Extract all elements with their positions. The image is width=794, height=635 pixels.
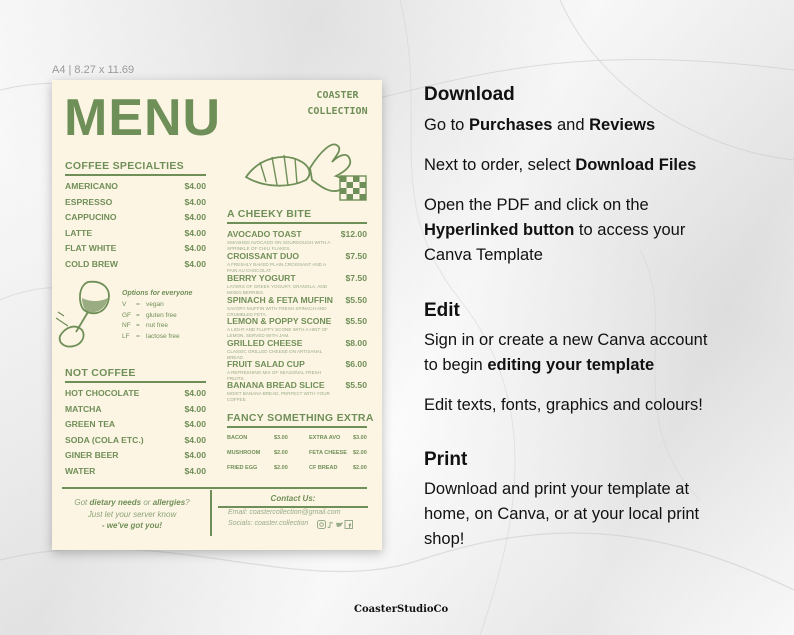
coffee-specialties-title: COFFEE SPECIALTIES [65,160,184,172]
edit-step-2: Edit texts, fonts, graphics and colours! [424,396,703,414]
download-step-3: Open the PDF and click on the Hyperlinked button to access your Canva Template [424,196,686,264]
extra-item-price: $2.00 [353,450,367,456]
extra-item-name: MUSHROOM [227,450,261,456]
coffee-item: ESPRESSO $4.00 [65,196,206,207]
option-row: V = vegan [122,301,164,308]
bite-item: BERRY YOGURT $7.50 LAYERS OF GREEK YOGURT, GRANOLA, AND MIXED BERRIES. [227,273,367,295]
bite-item: BANANA BREAD SLICE $5.50 MOIST BANANA BREAD, PERFECT WITH YOUR COFFEE. [227,380,367,402]
dietary-note: Got dietary needs or allergies? Just let your server know - we've got you! [74,498,190,530]
croissant-hand-illustration [240,132,370,212]
option-row: LF = lactose free [122,332,180,340]
cheeky-bite-title: A CHEEKY BITE [227,208,312,220]
not-coffee-title: NOT COFFEE [65,367,136,379]
footer-divider [210,490,212,536]
menu-title: MENU [64,89,222,147]
download-step-1: Go to Purchases and Reviews [424,116,656,134]
bite-item: LEMON & POPPY SCONE $5.50 A LIGHT AND FLUFFY SCONE WITH A HINT OF LEMON, SERVED WITH JAM. [227,316,367,338]
not-coffee-rule [65,381,206,383]
not-coffee-item: GINER BEER $4.00 [65,450,206,460]
bite-item: GRILLED CHEESE $8.00 CLASSIC GRILLED CHEESE ON ARTISANAL BREAD. [227,338,367,360]
extra-item-name: EXTRA AVO [309,435,341,441]
bite-item: FRUIT SALAD CUP $6.00 A REFRESHING MIX OF SEASONAL FRESH FRUITS. [227,359,367,381]
extras-title: FANCY SOMETHING EXTRA [227,412,374,424]
options-title: Options for everyone [122,290,193,297]
extra-item-price: $2.00 [274,450,288,456]
not-coffee-item: SODA (COLA ETC.) $4.00 [65,434,206,445]
coffee-item: FLAT WHITE $4.00 [65,243,206,253]
extra-item-price: $3.00 [274,435,288,441]
footer-brand: CoasterStudioCo [354,604,449,615]
edit-step-1: Sign in or create a new Canva account to begin editing your template [424,331,708,374]
option-row: GF = gluten free [122,311,177,319]
contact-email: Email: coastercollection@gmail.com [228,509,341,516]
extra-item-name: CF BREAD [309,465,338,471]
brand-line-1: COASTER [316,90,359,101]
download-heading: Download [424,84,515,105]
not-coffee-item: WATER $4.00 [65,465,206,476]
wine-glass-illustration [54,276,120,356]
social-icons [317,520,353,529]
coffee-item: AMERICANO $4.00 [65,181,206,191]
footer-rule [62,487,367,489]
brand-line-2: COLLECTION [307,106,368,117]
extra-item-name: FETA CHEESE [309,450,347,456]
contact-rule [218,506,368,508]
extra-item-name: FRIED EGG [227,465,258,471]
not-coffee-item: MATCHA $4.00 [65,403,206,414]
extra-item-name: BACON [227,435,248,441]
coffee-item: COLD BREW $4.00 [65,258,206,269]
option-row: NF = nut free [122,322,169,329]
extras-rule [227,426,367,428]
print-step-1: Download and print your template at home, on Canva, or at your local print shop! [424,480,700,548]
bite-item: SPINACH & FETA MUFFIN $5.50 SAVORY MUFFIN WITH FRESH SPINACH AND CRUMBLED FETA. [227,295,367,317]
contact-title: Contact Us: [270,494,316,503]
bite-item: CROISSANT DUO $7.50 A FRESHLY BAKED PLAIN CROISSANT AND A PAIN AU CHOCOLAT. [227,251,367,273]
menu-template-preview [52,80,382,550]
download-step-2: Next to order, select Download Files [424,156,697,174]
extra-item-price: $2.00 [274,465,288,471]
edit-heading: Edit [424,300,460,321]
extra-item-price: $3.00 [353,435,367,441]
brand-logo [300,88,375,120]
dietary-options [122,290,222,342]
not-coffee-item: HOT CHOCOLATE $4.00 [65,388,206,398]
print-heading: Print [424,449,468,470]
not-coffee-item: GREEN TEA $4.00 [65,419,206,429]
coffee-item: LATTE $4.00 [65,227,206,238]
coffee-rule [65,174,206,176]
cheeky-bite-rule [227,222,367,224]
contact-socials: Socials: coaster.collection [228,520,309,527]
bite-item: AVOCADO TOAST $12.00 SMASHED AVOCADO ON SOURDOUGH WITH A SPRINKLE OF CHILI FLAKES. [227,229,367,251]
coffee-item: CAPPUCINO $4.00 [65,212,206,222]
extra-item-price: $2.00 [353,465,367,471]
paper-size-label: A4 | 8.27 x 11.69 [52,64,135,76]
